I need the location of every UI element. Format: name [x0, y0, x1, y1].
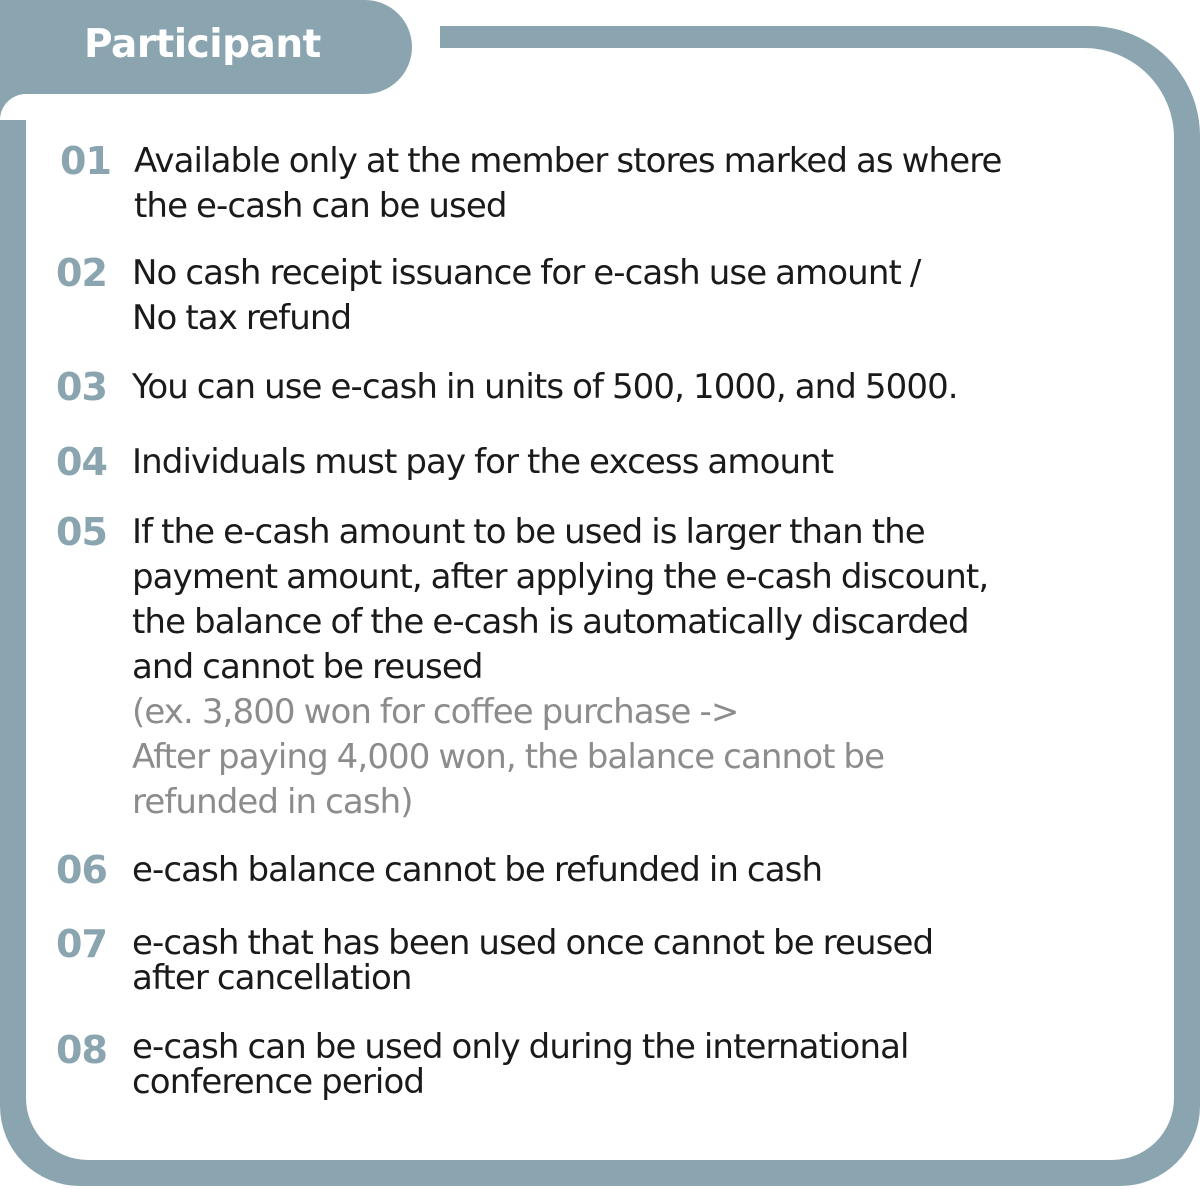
- item-text: [132, 510, 1152, 825]
- item-text: [134, 139, 1154, 229]
- item-line: e-cash balance cannot be refunded in cash: [132, 850, 823, 890]
- item-text: [132, 848, 1152, 893]
- item-number: 08: [56, 1028, 107, 1072]
- item-number: 03: [56, 365, 107, 409]
- item-line: the balance of the e-cash is automatically discarded: [132, 602, 969, 642]
- item-note: After paying 4,000 won, the balance cannot be: [132, 737, 885, 777]
- item-line: conference period: [132, 1062, 425, 1102]
- item-line: If the e-cash amount to be used is larger than the: [132, 512, 925, 552]
- item-line: Individuals must pay for the excess amount: [132, 442, 834, 482]
- tab-curve: [0, 94, 26, 120]
- item-line: e-cash that has been used once cannot be reused: [132, 923, 934, 963]
- item-line: You can use e-cash in units of 500, 1000, and 5000.: [132, 367, 958, 407]
- item-text: [132, 923, 1152, 998]
- item-number: 04: [56, 440, 107, 484]
- item-number: 02: [56, 251, 107, 295]
- item-text: [132, 1027, 1152, 1102]
- item-number: 06: [56, 848, 107, 892]
- item-text: [132, 440, 1152, 485]
- page-title: Participant: [84, 22, 321, 67]
- item-line: payment amount, after applying the e-cash discount,: [132, 557, 989, 597]
- item-line: No cash receipt issuance for e-cash use amount /: [132, 253, 921, 293]
- item-text: [132, 365, 1152, 410]
- item-line: e-cash can be used only during the international: [132, 1027, 909, 1067]
- item-text: [132, 251, 1152, 341]
- item-line: and cannot be reused: [132, 647, 483, 687]
- item-number: 01: [60, 139, 111, 183]
- item-note: (ex. 3,800 won for coffee purchase ->: [132, 692, 739, 732]
- item-line: Available only at the member stores marked as where: [134, 141, 1002, 181]
- item-line: after cancellation: [132, 958, 412, 998]
- item-line: No tax refund: [132, 298, 352, 338]
- item-line: the e-cash can be used: [134, 186, 507, 226]
- item-number: 07: [56, 922, 107, 966]
- item-number: 05: [56, 510, 107, 554]
- item-note: refunded in cash): [132, 782, 413, 822]
